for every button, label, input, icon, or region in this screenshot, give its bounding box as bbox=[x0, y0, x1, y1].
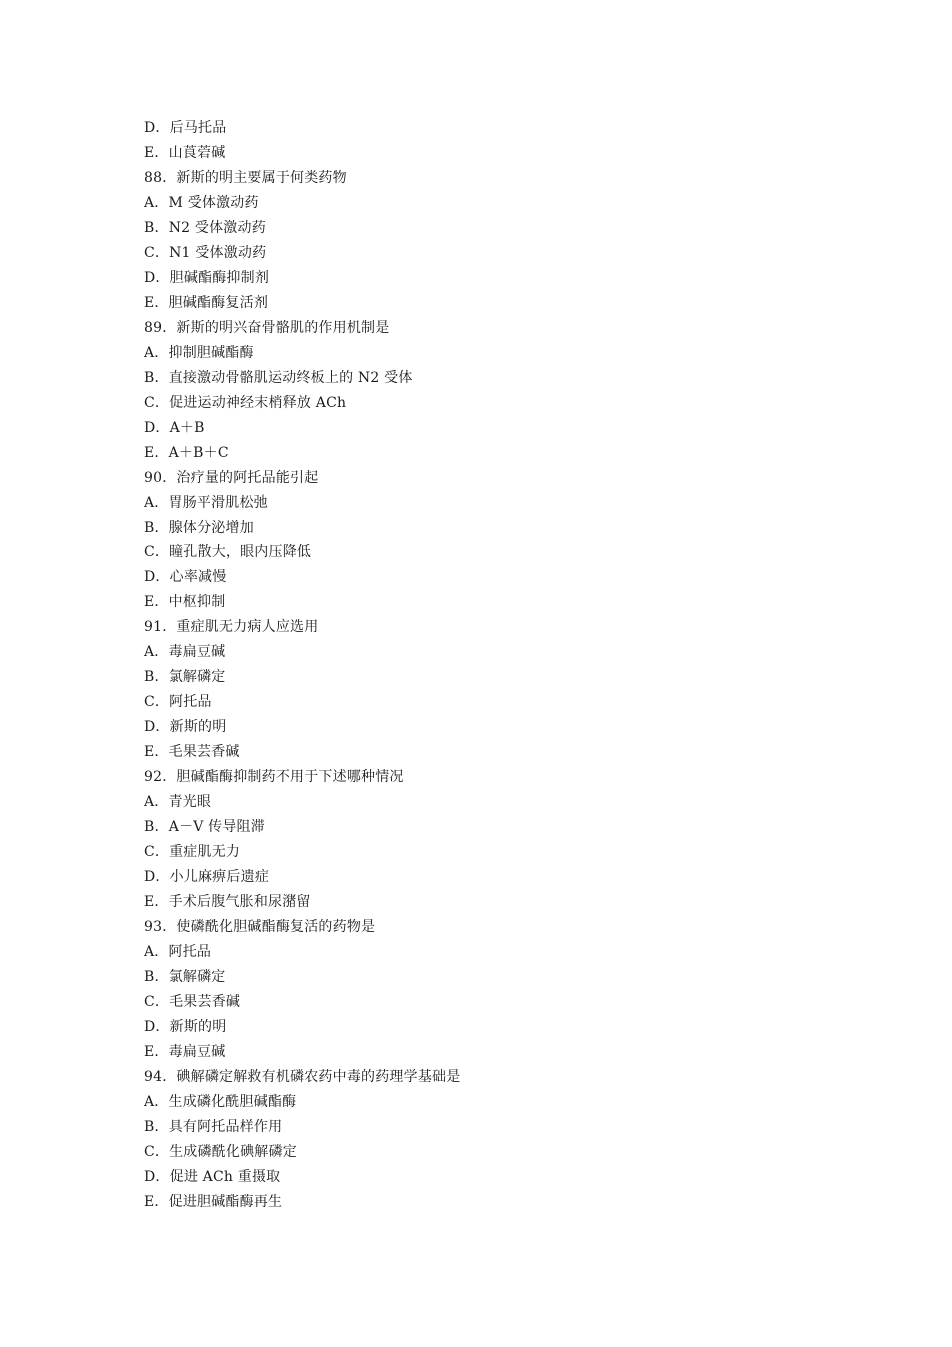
option-line: E．毛果芸香碱 bbox=[144, 744, 240, 761]
question-line: 94．碘解磷定解救有机磷农药中毒的药理学基础是 bbox=[144, 1068, 461, 1085]
option-line: B．N2 受体激动药 bbox=[144, 219, 266, 236]
option-line: E．中枢抑制 bbox=[144, 594, 226, 611]
option-line: E．胆碱酯酶复活剂 bbox=[144, 294, 269, 311]
option-line: C．阿托品 bbox=[144, 694, 212, 711]
option-line: E．手术后腹气胀和尿潴留 bbox=[144, 894, 311, 911]
question-list bbox=[144, 116, 844, 1215]
option-line: D．新斯的明 bbox=[144, 719, 227, 736]
option-line: A．毒扁豆碱 bbox=[144, 644, 226, 661]
option-line: D．后马托品 bbox=[144, 120, 227, 136]
option-line: D．小儿麻痹后遗症 bbox=[144, 869, 270, 886]
option-line: D．心率减慢 bbox=[144, 569, 227, 586]
option-line: E．山莨菪碱 bbox=[144, 144, 226, 161]
option-line: A．M 受体激动药 bbox=[144, 194, 259, 211]
option-line: A．生成磷化酰胆碱酯酶 bbox=[144, 1093, 297, 1110]
option-line: D．新斯的明 bbox=[144, 1018, 227, 1035]
question-line: 91．重症肌无力病人应选用 bbox=[144, 619, 319, 636]
option-line: D．促进 ACh 重摄取 bbox=[144, 1168, 281, 1185]
question-line: 92．胆碱酯酶抑制药不用于下述哪种情况 bbox=[144, 769, 404, 786]
option-line: A．抑制胆碱酯酶 bbox=[144, 344, 254, 361]
option-line: C．毛果芸香碱 bbox=[144, 993, 241, 1010]
option-line: A．胃肠平滑肌松弛 bbox=[144, 494, 268, 511]
option-line: B．具有阿托品样作用 bbox=[144, 1118, 283, 1135]
question-line: 93．使磷酰化胆碱酯酶复活的药物是 bbox=[144, 919, 376, 935]
question-line: 89．新斯的明兴奋骨骼肌的作用机制是 bbox=[144, 319, 390, 336]
option-line: C．瞳孔散大，眼内压降低 bbox=[144, 544, 312, 561]
option-line: A．青光眼 bbox=[144, 794, 212, 811]
option-line: E．促进胆碱酯酶再生 bbox=[144, 1193, 283, 1210]
option-line: B．直接激动骨骼肌运动终板上的 N2 受体 bbox=[144, 369, 413, 386]
option-line: D．胆碱酯酶抑制剂 bbox=[144, 269, 270, 286]
option-line: C．生成磷酰化碘解磷定 bbox=[144, 1143, 297, 1160]
option-line: E．A＋B＋C bbox=[144, 444, 229, 461]
question-line: 88．新斯的明主要属于何类药物 bbox=[144, 169, 347, 186]
option-line: B．A－V 传导阻滞 bbox=[144, 819, 265, 836]
question-line: 90．治疗量的阿托品能引起 bbox=[144, 469, 319, 486]
option-line: C．N1 受体激动药 bbox=[144, 244, 267, 261]
option-line: A．阿托品 bbox=[144, 943, 212, 960]
option-line: B．氯解磷定 bbox=[144, 968, 226, 985]
option-line: E．毒扁豆碱 bbox=[144, 1043, 226, 1060]
option-line: B．氯解磷定 bbox=[144, 669, 226, 686]
option-line: C．重症肌无力 bbox=[144, 844, 241, 861]
option-line: D．A＋B bbox=[144, 419, 205, 436]
option-line: B．腺体分泌增加 bbox=[144, 519, 254, 536]
option-line: C．促进运动神经末梢释放 ACh bbox=[144, 394, 347, 411]
